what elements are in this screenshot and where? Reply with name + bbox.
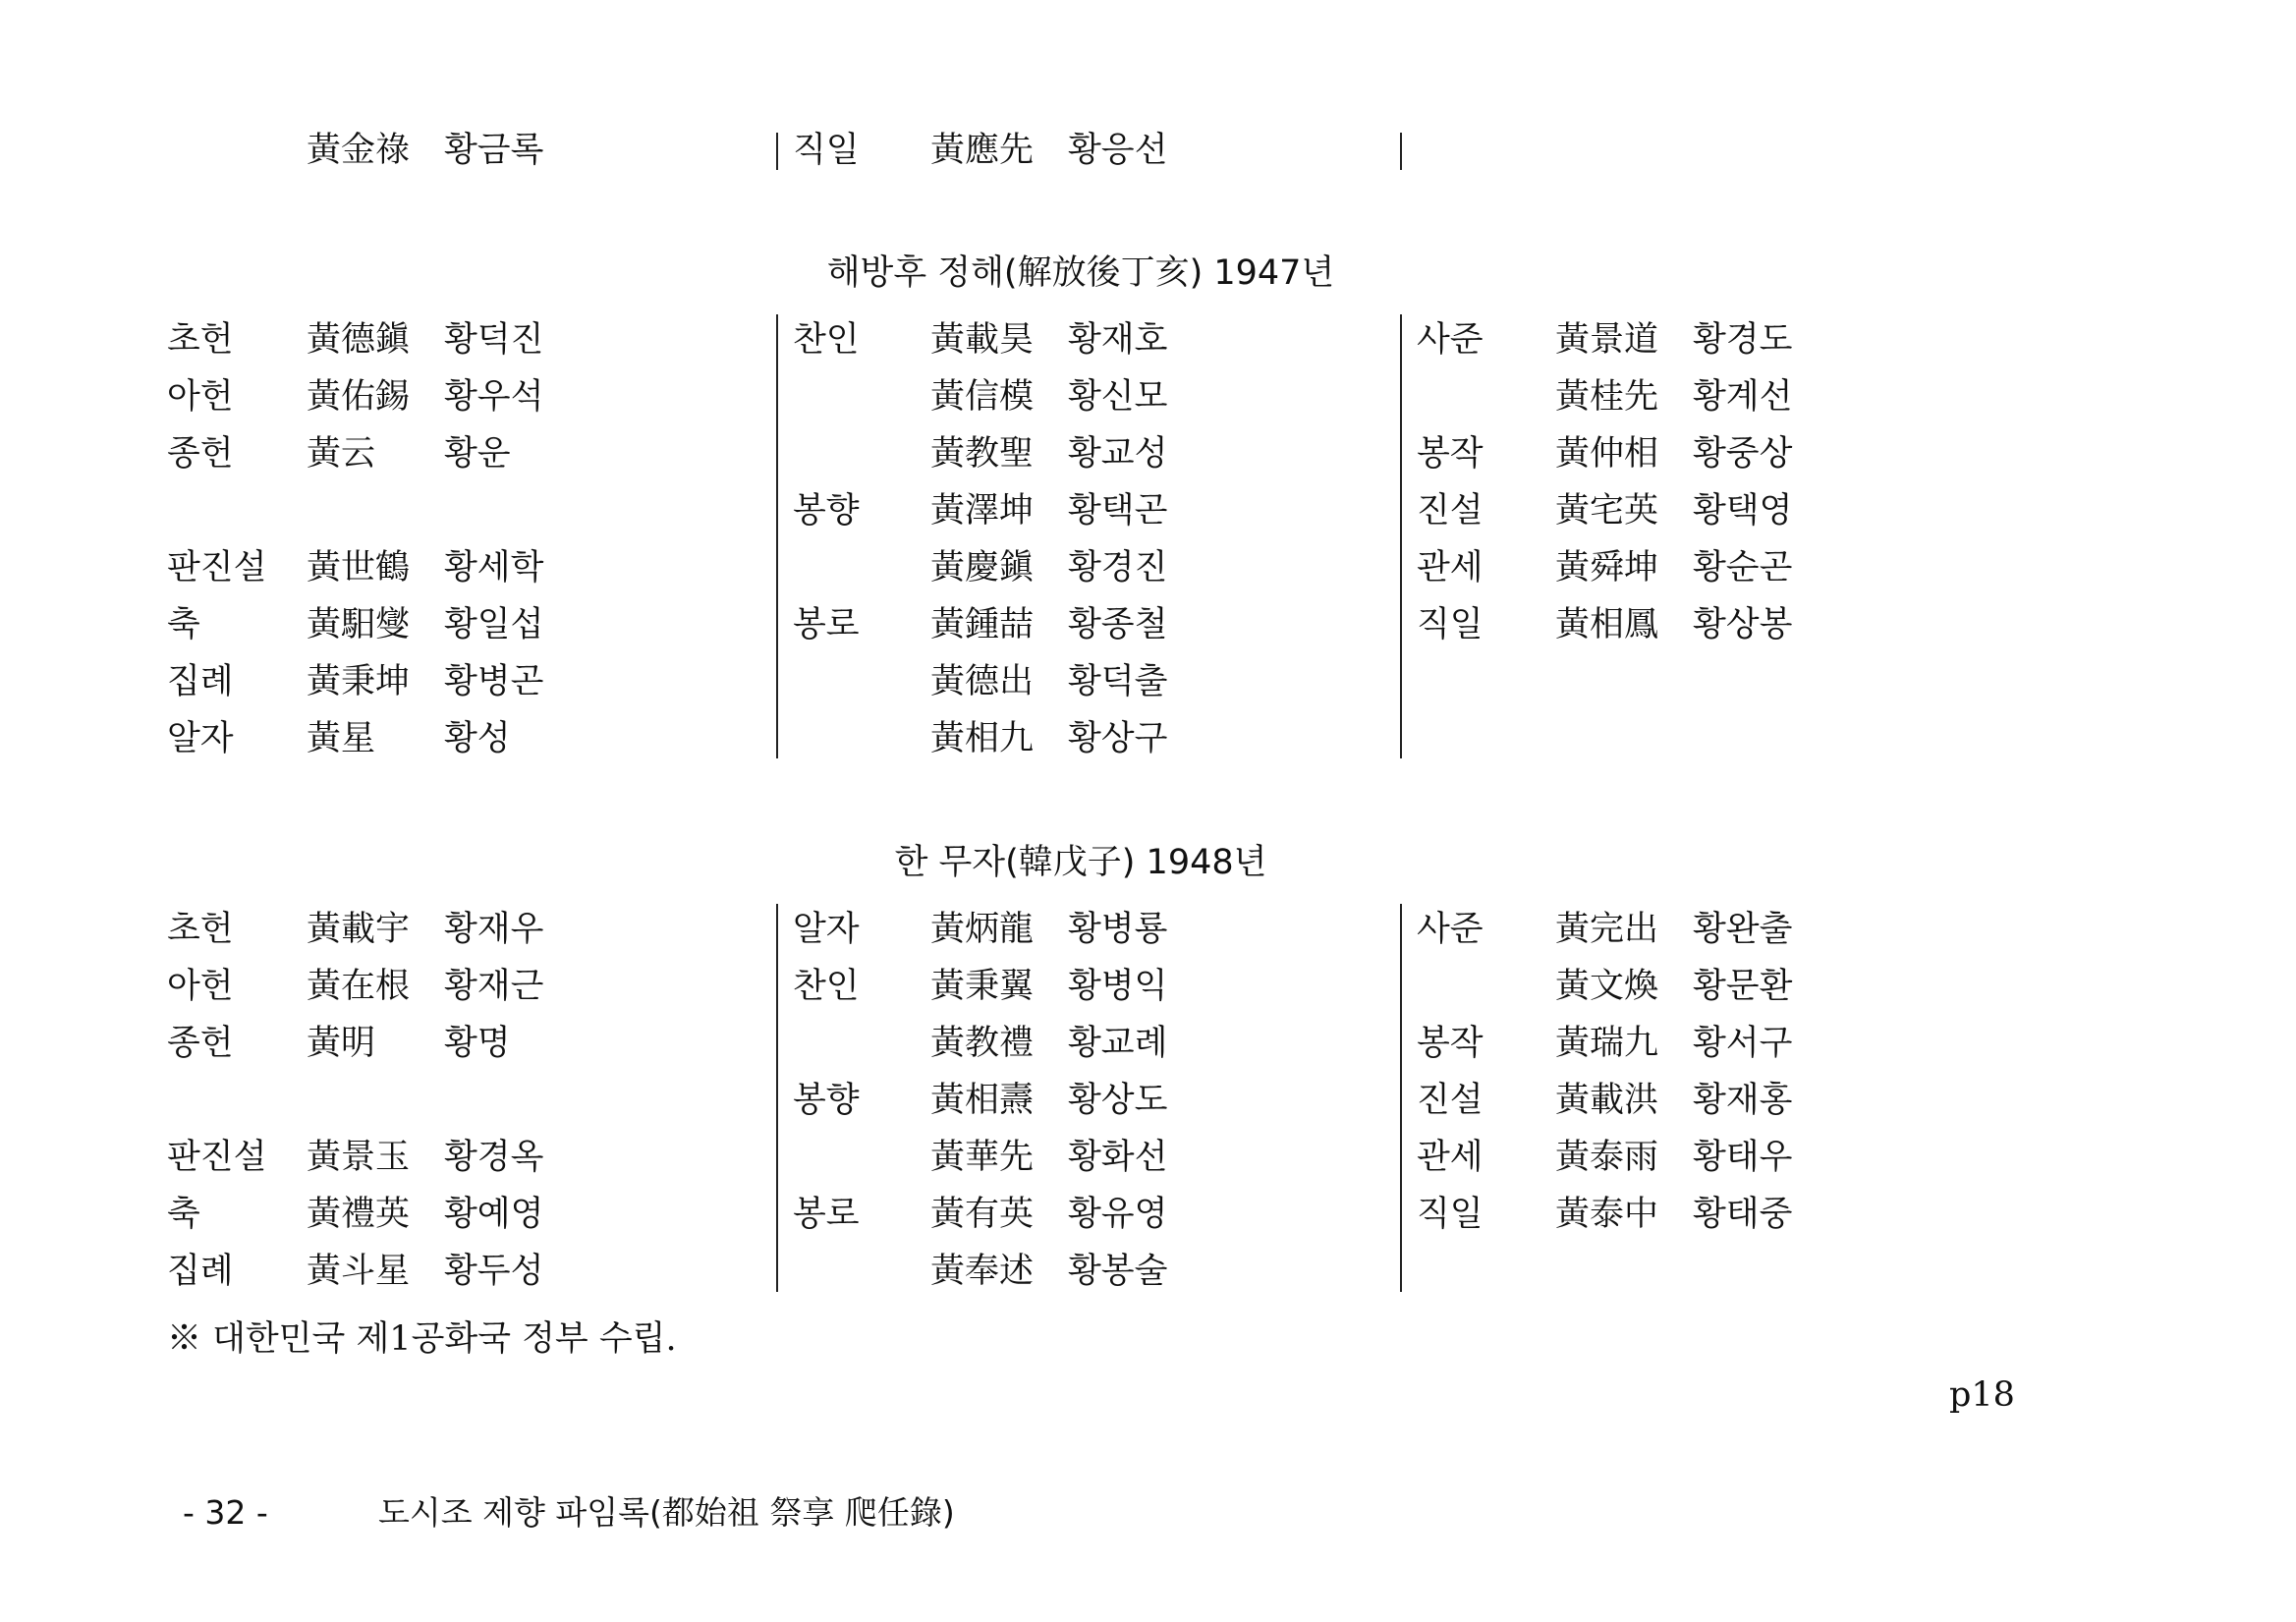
entry-role: 직일 [1417,605,1484,644]
entry-role: 아헌 [167,377,234,417]
entry-hanja: 黃秉翼 [930,967,1035,1006]
entry-role: 봉향 [793,1081,860,1120]
page-code: p18 [1949,1375,2015,1415]
entry-role: 사준 [1417,910,1484,949]
entry-hangul: 황택곤 [1068,491,1168,531]
entry-role: 진설 [1417,491,1484,531]
entry-hangul: 황우석 [444,377,544,417]
entry-hanja: 黃華先 [930,1138,1035,1177]
footer-book-title: 도시조 제향 파임록(都始祖 祭享 爬任錄) [378,1493,955,1532]
entry-hanja: 黃載洪 [1555,1081,1659,1120]
entry-hangul: 황상봉 [1693,605,1793,644]
entry-hanja: 黃仲相 [1555,434,1659,474]
entry-hanja: 黃教禮 [930,1024,1035,1063]
entry-hanja: 黃宅英 [1555,491,1659,531]
entry-hangul: 황상구 [1068,719,1168,758]
entry-hanja: 黃斗星 [307,1252,411,1291]
entry-hangul: 황금록 [444,131,544,170]
roster-entry [0,1244,2296,1299]
entry-hanja: 黃明 [307,1024,376,1063]
entry-role: 집례 [167,1252,234,1291]
roster-entry [0,1187,2296,1242]
entry-hangul: 황서구 [1693,1024,1793,1063]
entry-role: 아헌 [167,967,234,1006]
entry-hanja: 黃景道 [1555,320,1659,360]
entry-role: 진설 [1417,1081,1484,1120]
column-divider [1400,133,1402,170]
roster-entry [0,1130,2296,1185]
entry-hanja: 黃瑞九 [1555,1024,1659,1063]
roster-entry [0,597,2296,652]
entry-hangul: 황세학 [444,548,544,587]
roster-entry [0,483,2296,538]
entry-role: 알자 [793,910,860,949]
entry-hanja: 黃慶鎭 [930,548,1035,587]
footer-page-number: - 32 - [183,1493,268,1532]
entry-hangul: 황유영 [1068,1195,1168,1234]
entry-role: 직일 [793,131,860,170]
entry-hanja: 黃金祿 [307,131,411,170]
entry-hanja: 黃云 [307,434,376,474]
roster-entry [0,959,2296,1014]
entry-hanja: 黃泰雨 [1555,1138,1659,1177]
entry-role: 봉향 [793,491,860,531]
roster-entry [0,1073,2296,1128]
roster-entry [0,369,2296,424]
entry-hangul: 황계선 [1693,377,1793,417]
entry-role: 관세 [1417,548,1484,587]
entry-hangul: 황두성 [444,1252,544,1291]
entry-hangul: 황병곤 [444,662,544,701]
entry-hanja: 黃馹燮 [307,605,411,644]
entry-hangul: 황병익 [1068,967,1168,1006]
entry-hanja: 黃桂先 [1555,377,1659,417]
entry-hangul: 황덕진 [444,320,544,360]
entry-hangul: 황교례 [1068,1024,1168,1063]
entry-hangul: 황상도 [1068,1081,1168,1120]
column-divider [1400,904,1402,1292]
entry-hanja: 黃德鎭 [307,320,411,360]
roster-entry [0,654,2296,709]
entry-role: 봉로 [793,605,860,644]
column-divider [1400,314,1402,758]
entry-hangul: 황태중 [1693,1195,1793,1234]
entry-hangul: 황경도 [1693,320,1793,360]
entry-role: 봉로 [793,1195,860,1234]
entry-role: 초헌 [167,320,234,360]
entry-role: 찬인 [793,967,860,1006]
entry-hanja: 黃文煥 [1555,967,1659,1006]
entry-role: 직일 [1417,1195,1484,1234]
entry-hanja: 黃在根 [307,967,411,1006]
entry-hangul: 황문환 [1693,967,1793,1006]
entry-hanja: 黃秉坤 [307,662,411,701]
entry-hanja: 黃泰中 [1555,1195,1659,1234]
entry-hanja: 黃佑錫 [307,377,411,417]
entry-role: 종헌 [167,434,234,474]
entry-hanja: 黃相鳳 [1555,605,1659,644]
entry-hangul: 황일섭 [444,605,544,644]
entry-hanja: 黃相燾 [930,1081,1035,1120]
entry-hanja: 黃相九 [930,719,1035,758]
entry-role: 관세 [1417,1138,1484,1177]
entry-hangul: 황중상 [1693,434,1793,474]
entry-hanja: 黃載宇 [307,910,411,949]
entry-hanja: 黃有英 [930,1195,1035,1234]
entry-hangul: 황재호 [1068,320,1168,360]
entry-hanja: 黃景玉 [307,1138,411,1177]
entry-role: 종헌 [167,1024,234,1063]
entry-hangul: 황덕출 [1068,662,1168,701]
entry-hangul: 황운 [444,434,511,474]
entry-hanja: 黃鍾喆 [930,605,1035,644]
entry-hanja: 黃炳龍 [930,910,1035,949]
entry-hangul: 황봉술 [1068,1252,1168,1291]
entry-hangul: 황화선 [1068,1138,1168,1177]
roster-entry [0,312,2296,367]
entry-hangul: 황완출 [1693,910,1793,949]
entry-hanja: 黃舜坤 [1555,548,1659,587]
entry-hangul: 황성 [444,719,511,758]
footnote: ※ 대한민국 제1공화국 정부 수립. [167,1319,677,1359]
entry-hanja: 黃載昊 [930,320,1035,360]
entry-hangul: 황경진 [1068,548,1168,587]
entry-hanja: 黃教聖 [930,434,1035,474]
entry-role: 사준 [1417,320,1484,360]
column-divider [776,133,778,170]
roster-entry [0,540,2296,595]
entry-role: 봉작 [1417,1024,1484,1063]
entry-hangul: 황재근 [444,967,544,1006]
entry-hangul: 황응선 [1068,131,1168,170]
entry-hanja: 黃德出 [930,662,1035,701]
entry-hangul: 황명 [444,1024,511,1063]
section-title-1948: 한 무자(韓戊子) 1948년 [894,843,1267,882]
entry-hanja: 黃世鶴 [307,548,411,587]
entry-hanja: 黃應先 [930,131,1035,170]
entry-role: 축 [167,1195,200,1234]
entry-hanja: 黃信模 [930,377,1035,417]
roster-entry [0,711,2296,766]
entry-hanja: 黃完出 [1555,910,1659,949]
entry-hangul: 황태우 [1693,1138,1793,1177]
entry-hanja: 黃星 [307,719,376,758]
entry-hangul: 황병룡 [1068,910,1168,949]
column-divider [776,314,778,758]
entry-hangul: 황택영 [1693,491,1793,531]
entry-hangul: 황순곤 [1693,548,1793,587]
entry-hanja: 黃奉述 [930,1252,1035,1291]
entry-hanja: 黃澤坤 [930,491,1035,531]
section-title-1947: 해방후 정해(解放後丁亥) 1947년 [826,253,1335,293]
roster-entry [0,426,2296,481]
entry-hangul: 황재홍 [1693,1081,1793,1120]
entry-hangul: 황교성 [1068,434,1168,474]
entry-role: 찬인 [793,320,860,360]
entry-role: 집례 [167,662,234,701]
entry-hangul: 황신모 [1068,377,1168,417]
roster-entry [0,123,2296,178]
roster-entry [0,1016,2296,1071]
column-divider [776,904,778,1292]
roster-entry [0,902,2296,957]
entry-role: 초헌 [167,910,234,949]
entry-role: 알자 [167,719,234,758]
entry-role: 판진설 [167,1138,267,1177]
entry-role: 축 [167,605,200,644]
entry-hangul: 황재우 [444,910,544,949]
entry-hangul: 황예영 [444,1195,544,1234]
entry-role: 판진설 [167,548,267,587]
entry-hangul: 황경옥 [444,1138,544,1177]
entry-role: 봉작 [1417,434,1484,474]
entry-hanja: 黃禮英 [307,1195,411,1234]
entry-hangul: 황종철 [1068,605,1168,644]
